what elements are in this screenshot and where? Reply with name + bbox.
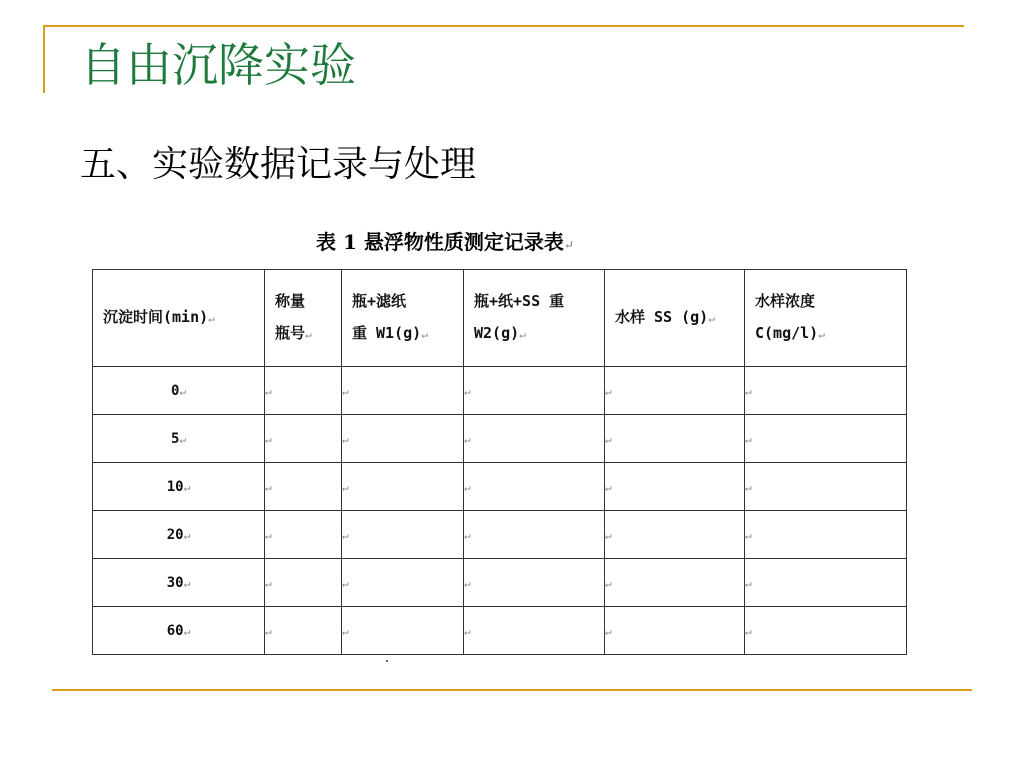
empty-cell: ↵ xyxy=(745,367,907,415)
empty-cell: ↵ xyxy=(745,415,907,463)
empty-cell: ↵ xyxy=(464,559,605,607)
empty-cell: ↵ xyxy=(342,607,464,655)
bottom-rule xyxy=(52,689,972,691)
empty-cell: ↵ xyxy=(342,559,464,607)
table-row xyxy=(93,367,907,415)
empty-cell: ↵ xyxy=(605,511,745,559)
empty-cell: ↵ xyxy=(265,559,342,607)
header-settling-time: 沉淀时间(min)↵ xyxy=(93,270,265,367)
empty-cell: ↵ xyxy=(342,463,464,511)
empty-cell: ↵ xyxy=(745,463,907,511)
section-heading: 五、实验数据记录与处理 xyxy=(80,144,477,185)
empty-cell: ↵ xyxy=(464,463,605,511)
empty-cell: ↵ xyxy=(605,559,745,607)
empty-cell: ↵ xyxy=(265,511,342,559)
table-header-row xyxy=(93,270,907,367)
empty-cell: ↵ xyxy=(464,607,605,655)
empty-cell: ↵ xyxy=(342,415,464,463)
empty-cell: ↵ xyxy=(605,607,745,655)
empty-cell: ↵ xyxy=(605,463,745,511)
empty-cell: ↵ xyxy=(342,511,464,559)
empty-cell: ↵ xyxy=(745,607,907,655)
table-row xyxy=(93,463,907,511)
empty-cell: ↵ xyxy=(265,463,342,511)
record-table xyxy=(92,269,907,655)
table-caption-text: 表 1 悬浮物性质测定记录表 xyxy=(316,230,564,254)
table-row xyxy=(93,607,907,655)
table-row xyxy=(93,415,907,463)
settling-time-cell: 30↵ xyxy=(93,559,265,607)
settling-time-cell: 20↵ xyxy=(93,511,265,559)
empty-cell: ↵ xyxy=(745,511,907,559)
empty-cell: ↵ xyxy=(605,415,745,463)
settling-time-cell: 60↵ xyxy=(93,607,265,655)
settling-time-cell: 0↵ xyxy=(93,367,265,415)
settling-time-cell: 5↵ xyxy=(93,415,265,463)
empty-cell: ↵ xyxy=(265,607,342,655)
top-rule xyxy=(44,25,964,27)
empty-cell: ↵ xyxy=(265,367,342,415)
table-row xyxy=(93,559,907,607)
slide-title: 自由沉降实验 xyxy=(80,38,356,92)
return-mark: ↵ xyxy=(563,238,574,252)
stray-dot xyxy=(386,660,388,662)
empty-cell: ↵ xyxy=(464,367,605,415)
empty-cell: ↵ xyxy=(745,559,907,607)
header-sample-ss: 水样 SS (g)↵ xyxy=(605,270,745,367)
table-row xyxy=(93,511,907,559)
empty-cell: ↵ xyxy=(605,367,745,415)
header-bottle-number: 称量 瓶号↵ xyxy=(265,270,342,367)
table-caption xyxy=(316,226,574,255)
left-rule xyxy=(43,25,45,93)
header-bottle-filter-weight: 瓶+滤纸 重 W1(g)↵ xyxy=(342,270,464,367)
settling-time-cell: 10↵ xyxy=(93,463,265,511)
header-sample-concentration: 水样浓度 C(mg/l)↵ xyxy=(745,270,907,367)
empty-cell: ↵ xyxy=(464,415,605,463)
empty-cell: ↵ xyxy=(265,415,342,463)
empty-cell: ↵ xyxy=(342,367,464,415)
empty-cell: ↵ xyxy=(464,511,605,559)
header-bottle-paper-ss-weight: 瓶+纸+SS 重 W2(g)↵ xyxy=(464,270,605,367)
